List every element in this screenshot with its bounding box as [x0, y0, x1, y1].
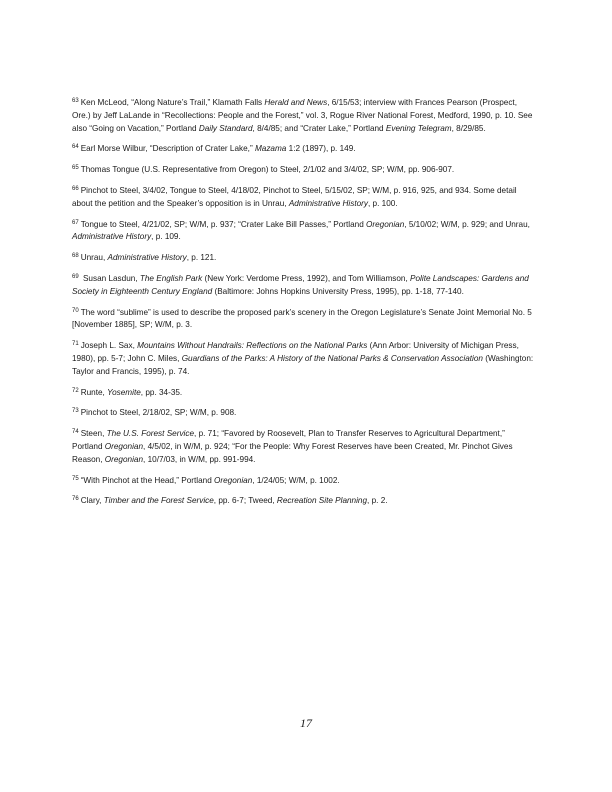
footnote-text: Thomas Tongue (U.S. Representative from Oregon) to Steel, 2/1/02 and 3/4/02, SP; W/M, pp. 906-907.	[80, 165, 455, 175]
footnote-italic-text: Mazama	[254, 144, 287, 154]
footnote-number: 75	[72, 475, 79, 482]
footnote-text: Earl Morse Wilbur, “Description of Crater Lake,”	[80, 144, 255, 154]
footnote-text: Joseph L. Sax,	[80, 341, 138, 351]
footnote-italic-text: Mountains Without Handrails: Reflections on the National Parks	[137, 341, 368, 351]
footnote-number: 65	[72, 165, 79, 172]
footnote-text: , 5/10/02; W/M, p. 929; and Unrau,	[404, 219, 530, 229]
footnote-italic-text: Daily Standard	[198, 123, 253, 133]
footnote-italic-text: Evening Telegram	[385, 123, 452, 133]
footnote	[72, 340, 534, 378]
footnote-italic-text: Polite Landscapes: Gardens and Society in Eighteenth Century England	[72, 273, 529, 296]
footnote	[72, 143, 534, 156]
footnote	[72, 428, 534, 466]
footnote-italic-text: Yosemite	[107, 387, 141, 397]
footnote-text: , 8/4/85; and “Crater Lake,” Portland	[252, 123, 386, 133]
footnote	[72, 495, 534, 508]
footnote	[72, 475, 534, 488]
footnote-text: Runte,	[80, 387, 108, 397]
footnote-italic-text: Administrative History	[72, 232, 152, 242]
footnote-number: 72	[72, 387, 79, 394]
footnote-italic-text: The English Park	[139, 273, 203, 283]
footnote-text: Pinchot to Steel, 3/4/02, Tongue to Steel, 4/18/02, Pinchot to Steel, 5/15/02, SP; W/M, p. 916, 925, and 934. Some detail about the petition and the Speaker’s opposition is in Unrau,	[72, 185, 517, 208]
footnote-number: 76	[72, 496, 79, 503]
footnote	[72, 164, 534, 177]
footnote-text: (Ann Arbor: University of Michigan Press, 1980), pp. 5-7; John C. Miles,	[72, 341, 519, 363]
footnote	[72, 387, 534, 400]
footnote-text: , pp. 6-7; Tweed,	[213, 496, 277, 506]
footnote-text: , p. 100.	[368, 198, 398, 208]
footnote-text: (Baltimore: Johns Hopkins University Press, 1995), pp. 1-18, 77-140.	[212, 286, 464, 296]
footnote-text: , p. 71; “Favored by Roosevelt, Plan to Transfer Reserves to Agricultural Department,” Portland	[72, 429, 505, 451]
footnote-number: 70	[72, 307, 79, 314]
footnote-number: 64	[72, 144, 79, 151]
footnote	[72, 407, 534, 420]
footnote-number: 71	[72, 341, 79, 348]
footnote-italic-text: Guardians of the Parks: A History of the National Parks & Conservation Association	[181, 353, 483, 363]
footnote-text: , p. 2.	[367, 496, 388, 506]
footnote-text: 1:2 (1897), p. 149.	[286, 144, 356, 154]
page-number: 17	[300, 716, 312, 730]
footnote-text: , 4/5/02, in W/M, p. 924; “For the People: Why Forest Reserves have been Created, Mr. Pinchot Gives Reason,	[72, 441, 513, 464]
footnote-text: , p. 109.	[151, 232, 181, 242]
footnote-italic-text: Recreation Site Planning	[276, 496, 368, 506]
footnote-text: “With Pinchot at the Head,” Portland	[80, 475, 215, 485]
footnote-italic-text: Oregonian	[104, 454, 144, 464]
footnote	[72, 97, 534, 135]
footnote-text: , 8/29/85.	[451, 123, 486, 133]
footnote-text: Unrau,	[80, 253, 108, 263]
footnote-italic-text: Oregonian	[214, 475, 253, 485]
footnote-text: Ken McLeod, “Along Nature’s Trail,” Klamath Falls	[80, 98, 265, 107]
footnote	[72, 185, 534, 211]
footnote-text: Steen,	[80, 429, 107, 439]
footnote	[72, 307, 534, 333]
footnote-text: Pinchot to Steel, 2/18/02, SP; W/M, p. 908.	[80, 408, 237, 418]
footnote-text: , 1/24/05; W/M, p. 1002.	[252, 475, 340, 485]
footnote-number: 68	[72, 253, 79, 260]
footnote	[72, 273, 534, 299]
footnote-text: , 10/7/03, in W/M, pp. 991-994.	[143, 454, 256, 464]
footnote-italic-text: Timber and the Forest Service	[103, 496, 214, 506]
footnotes-list	[72, 97, 534, 516]
footnote-number: 74	[72, 429, 79, 436]
footnote-italic-text: Administrative History	[107, 253, 187, 263]
footnote-text: Tongue to Steel, 4/21/02, SP; W/M, p. 937; “Crater Lake Bill Passes,” Portland	[80, 219, 367, 229]
footnote-italic-text: Herald and News	[264, 98, 328, 107]
footnote-number: 73	[72, 408, 79, 415]
footnote-text: , p. 121.	[186, 253, 217, 263]
footnote-text: Susan Lasdun,	[80, 273, 140, 283]
footnote	[72, 219, 534, 245]
footnote-number: 67	[72, 219, 79, 226]
footnote-italic-text: Oregonian	[104, 441, 144, 451]
footnote-text: Clary,	[80, 496, 104, 506]
footnote-italic-text: The U.S. Forest Service	[106, 429, 195, 439]
footnote-number: 69	[72, 273, 79, 280]
footnote-italic-text: Oregonian	[366, 219, 405, 229]
footnote-text: , 6/15/53; interview with Frances Pearson (Prospect, Ore.) by Jeff LaLande in “Recollections: People and the Forest,” vol. 3, Rogue River National Forest, Medford, 1990, p. 10. See also “Going on Vacation,” Portland	[72, 98, 533, 133]
footnote-text: The word “sublime” is used to describe the proposed park’s scenery in the Oregon Legislature’s Senate Joint Memorial No. 5 [November 1885], SP; W/M, p. 3.	[72, 307, 532, 330]
footnote-number: 66	[72, 185, 79, 192]
footnote-text: , pp. 34-35.	[140, 387, 183, 397]
footnote-text: (New York: Verdome Press, 1992), and Tom Williamson,	[202, 273, 411, 283]
footnote	[72, 252, 534, 265]
footnote-text: (Washington: Taylor and Francis, 1995), p. 74.	[72, 353, 534, 376]
footnote-number: 63	[72, 98, 79, 104]
footnote-italic-text: Administrative History	[288, 198, 368, 208]
